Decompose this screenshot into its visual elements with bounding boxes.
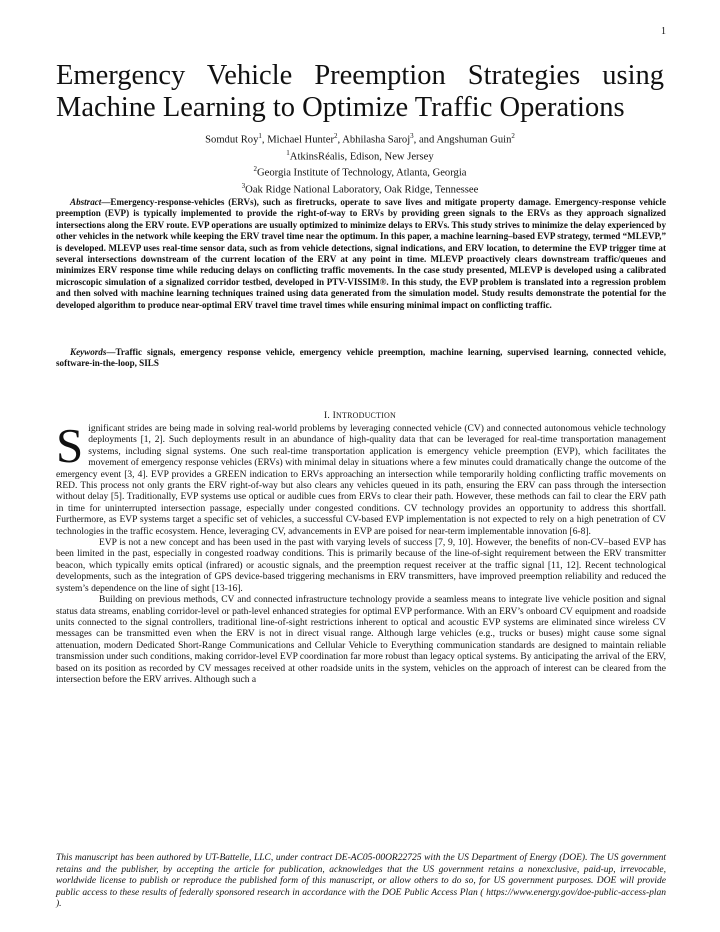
title-line-2: Machine Learning to Optimize Traffic Operations — [56, 92, 625, 123]
author-list — [0, 130, 720, 147]
affiliation — [0, 163, 720, 180]
copyright-notice: This manuscript has been authored by UT-Battelle, LLC, under contract DE-AC05-00OR22725 with the US Department of Energy (DOE). The US government retains and the publisher, by accepting the article for publication, acknowledges that the US government retains a nonexclusive, paid-up, irrevocable, worldwide license to publish or reproduce the published form of this manuscript, or allow others to do so, for US government purposes. DOE will provide public access to these results of federally sponsored research in accordance with the DOE Public Access Plan ( https://www.energy.gov/doe-public-access-plan ). — [56, 853, 666, 909]
abstract-text: —Emergency-response-vehicles (ERVs), such as firetrucks, operate to save lives and mitigate property damage. Emergency-response vehicle preemption (EVP) is typically implemented to provide the right-of-way to ERVs by providing green signals to the ERVs as they approach signalized intersections along the ERV route. EVP operations are usually optimized to minimize delays to ERVs. This study strives to minimize the delay experienced by other vehicles in the network while keeping the ERV travel time near the optimum. In this paper, a machine learning–based EVP strategy, termed “MLEVP,” is developed. MLEVP uses real-time sensor data, such as from vehicle detections, signal indications, and ERV location, to determine the EVP trigger time at several intersections downstream of the current location of the ERV at any point in time. MLEVP proactively clears downstream traffic/queues and minimizes ERV response time while reducing delays on conflicting traffic movements. In the case study presented, MLEVP is developed using a calibrated microscopic simulation of a signalized corridor testbed, developed in PTV-VISSIM®. In this study, the EVP problem is translated into a regression problem and then solved with machine learning techniques trained using data generated from the simulation model. Study results demonstrate the potential for the developed algorithm to produce near-optimal ERV travel time travel times while ensuring minimal impact on conflicting traffic. — [56, 197, 666, 310]
page-number: 1 — [661, 26, 666, 37]
affiliation-mark: 2 — [253, 165, 257, 174]
section-number: I. — [324, 410, 330, 421]
paragraph — [56, 418, 666, 538]
paragraph: Building on previous methods, CV and connected infrastructure technology provide a seamless means to integrate live vehicle position and signal status data streams, enabling corridor-level or path-level enhanced strategies for optimal EVP performance. With an ERV’s onboard CV equipment and roadside units connected to the signal controllers, traditional line-of-sight restrictions inherent to optical and acoustic EVP systems are eliminated since wireless CV messages can be transmitted even when the ERV is not in direct visual range. Although large vehicles (e.g., trucks or buses) might cause some signal attenuation, modern Dedicated Short-Range Communications and Cellular Vehicle to Everything communication standards are designed to maintain reliable transmission under such conditions, making corridor-level EVP coordination far more robust than legacy optical systems. By anticipating the arrival of the ERV, based on its position as recorded by CV messages received at other roadside units in the system, vehicles on the approach of interest can be cleared from the intersection before the ERV arrives. Although such a — [56, 595, 666, 685]
body-text — [56, 418, 666, 686]
author-affil-mark: 1 — [258, 132, 262, 140]
section-heading — [0, 410, 720, 421]
abstract — [56, 197, 666, 311]
author-name: Somdut Roy — [205, 134, 259, 146]
keywords-label: Keywords — [70, 347, 107, 357]
author-affil-mark: 3 — [410, 132, 414, 140]
author-name: Michael Hunter — [267, 134, 334, 146]
section-title-cap: I — [332, 410, 337, 421]
paragraph-text: ignificant strides are being made in solving real-world problems by leveraging connected vehicle (CV) and connected autonomous vehicle technology deployments [1, 2]. Such deployments result in an abundance of high-quality data that can be leveraged for real-time transportation management systems, including signal systems. One such real-time transportation application is emergency vehicle preemption (EVP), which facilitates the movement of emergency response vehicles (ERVs) with minimal delay in situations where a few minutes could dramatically change the outcome of the emergency event [3, 4]. EVP provides a GREEN indication to ERVs approaching an intersection while temporarily holding conflicting traffic movements on RED. This process not only grants the ERV right-of-way but also clears any vehicles queued in its path, ensuring the ERV can pass through the intersection without delay [5]. Traditionally, EVP systems use optical or audible cues from ERVs to clear their path. However, these methods can fail to clear the ERV path in time for uninterrupted intersection passage, especially under congested conditions. CV technology provides an opportunity to address this shortfall. Furthermore, as EVP systems target a specific set of vehicles, a successful CV-based EVP implementation is not expected to rely on a high penetration of CV technologies in the traffic ecosystem. Hence, leveraging CV, advancements in EVP are poised for near-term implementable innovation [6-8]. — [56, 424, 666, 537]
author-separator: , — [337, 134, 343, 146]
author-separator: , and — [413, 134, 437, 146]
affiliation — [0, 180, 720, 197]
affiliation-mark: 3 — [241, 181, 246, 190]
author-separator: , — [261, 134, 268, 146]
affiliation-text: Georgia Institute of Technology, Atlanta, Georgia — [256, 167, 467, 179]
drop-cap: S — [56, 418, 84, 473]
paragraph: EVP is not a new concept and has been used in the past with varying levels of success [7, 9, 10]. However, the benefits of non-CV–based EVP has been limited in the past, especially in congested roadway conditions. This is primarily because of the line-of-sight requirement between the ERV transmitter beacon, which typically emits optical (infrared) or acoustic signals, and the preemption request receiver at the traffic signal [11, 12]. Recent technological developments, such as the integration of GPS device-based triggering mechanisms in ERV transmitters, have improved preemption reliability and reduced the system’s dependence on the line of sight [13-16]. — [56, 538, 666, 594]
affiliation — [0, 147, 720, 164]
keywords — [56, 347, 666, 370]
author-block — [0, 130, 720, 196]
author-affil-mark: 2 — [333, 132, 338, 140]
section-title-rest: NTRODUCTION — [336, 411, 396, 420]
paper-title — [56, 60, 664, 124]
affiliation-text: Oak Ridge National Laboratory, Oak Ridge, Tennessee — [245, 184, 479, 196]
keywords-text: —Traffic signals, emergency response vehicle, emergency vehicle preemption, machine learning, supervised learning, connected vehicle, software-in-the-loop, SILS — [56, 347, 666, 369]
affiliation-mark: 1 — [286, 148, 290, 157]
author-name: Angshuman Guin — [436, 134, 512, 146]
author-name: Abhilasha Saroj — [342, 134, 411, 146]
author-affil-mark: 2 — [511, 132, 515, 140]
title-line-1: Emergency Vehicle Preemption Strategies using — [56, 60, 664, 91]
affiliation-text: AtkinsRéalis, Edison, New Jersey — [289, 151, 434, 163]
abstract-label: Abstract — [70, 197, 102, 207]
